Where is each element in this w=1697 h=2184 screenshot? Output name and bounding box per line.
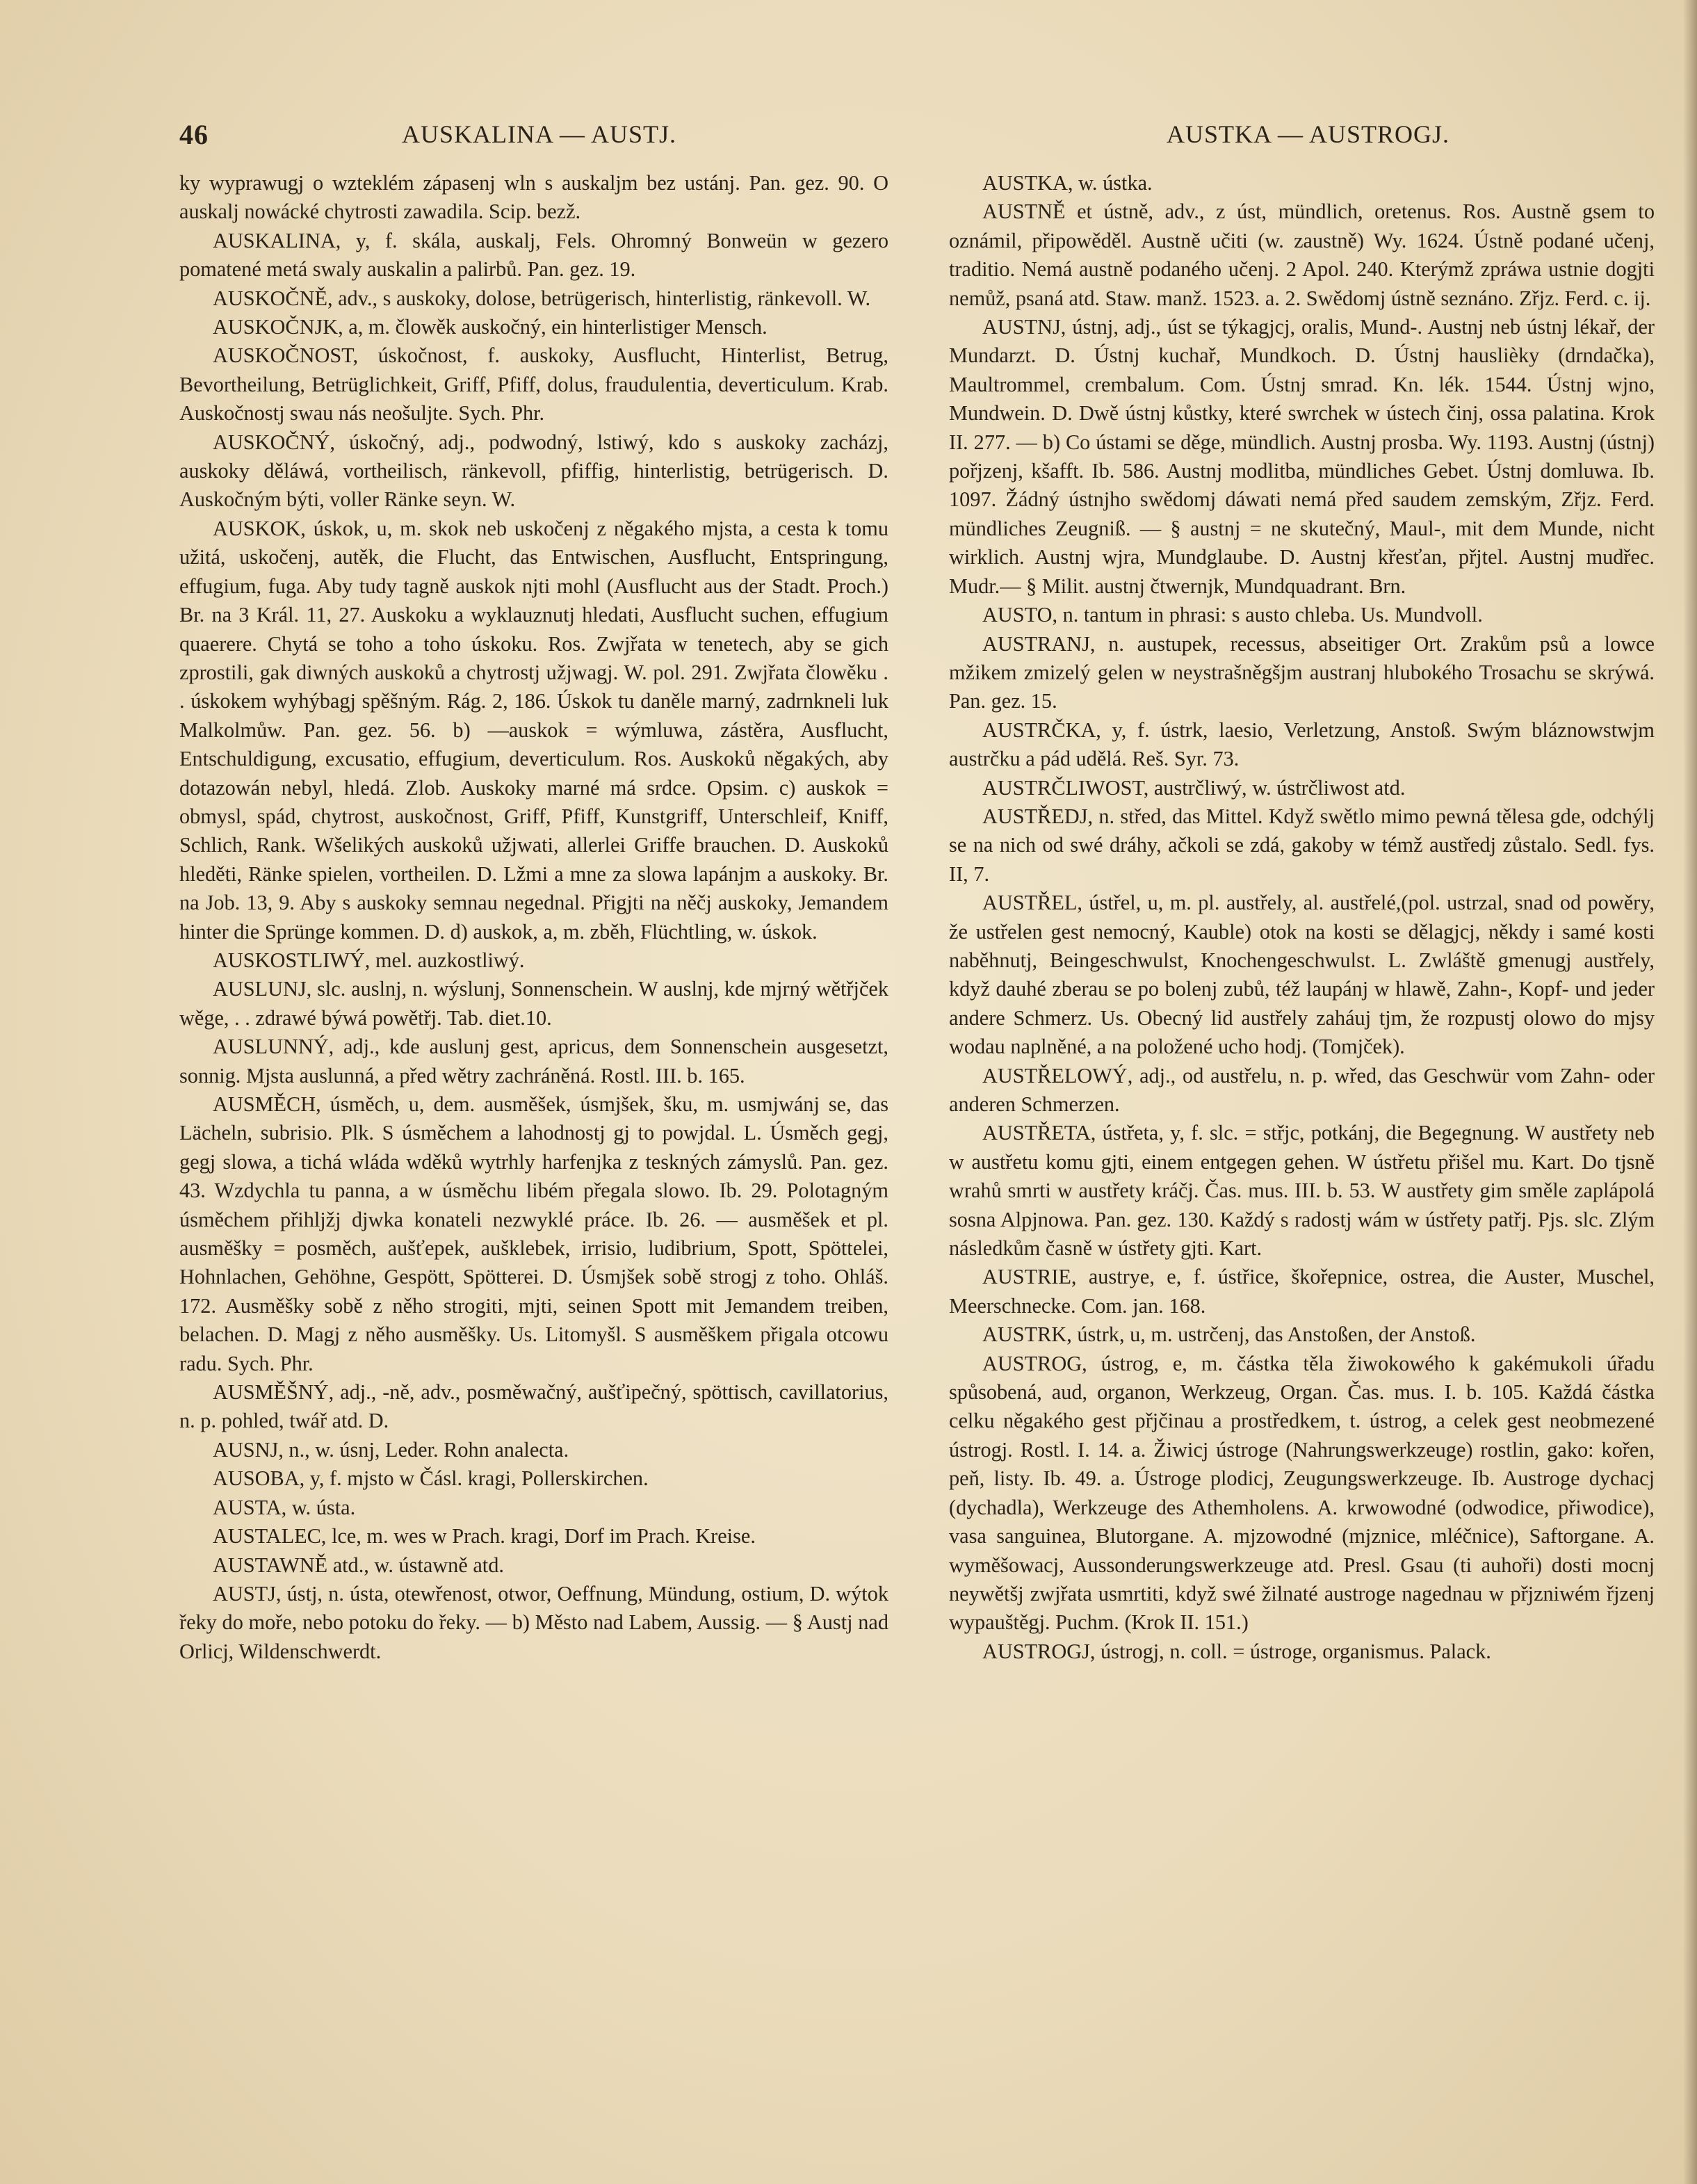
entry-auslunny: AUSLUNNÝ, adj., kde auslunj gest, apricus, dem Sonnenschein ausgesetzt, sonnig. Mjsta auslunná, a před wětry zachráněná. Rostl. III. b. 165. — [179, 1035, 888, 1087]
page-number: 46 — [179, 119, 209, 150]
entry-austrcliwost: AUSTRČLIWOST, austrčliwý, w. ústrčliwost atd. — [982, 775, 1406, 800]
entry-auskok: AUSKOK, úskok, u, m. skok neb uskočenj z něgakého mjsta, a cesta k tomu užitá, uskočenj, autěk, die Flucht, das Entwischen, Ausflucht, Entspringung, effugium, fuga. Aby tudy tagně auskok njti mohl (Ausflucht aus der Stadt. Proch.) Br. na 3 Král. 11, 27. Auskoku a wyklauznutj hledati, Ausflucht suchen, effugium quaerere. Chytá se toho a toho úskoku. Ros. Zwjřata w tenetech, aby se gich zprostili, gak diwných auskoků a chytrostj užjwagj. W. pol. 291. Zwjřata člowěku . . úskokem wyhýbagj spěšným. Rág. 2, 186. Úskok tu daněle marný, zadrnkneli luk Malkolmůw. Pan. gez. 56. b) —auskok = wýmluwa, zástěra, Ausflucht, Entschuldigung, excusatio, effugium, deverticulum. Ros. Auskoků něgakých, aby dotazowán nebyl, hledá. Zlob. Auskoky marné má srdce. Opsim. c) auskok = obmysl, spád, chytrost, auskočnost, Griff, Pfiff, Kunstgriff, Unterschleif, Kniff, Schlich, Rank. Wšelikých auskoků užjwati, allerlei Griffe brauchen. D. Auskoků hleděti, Ränke spielen, vortheilen. D. Lžmi a mne za slowa lapánjm a auskoky. Br. na Job. 13, 9. Aby s auskoky semnau negednal. Přigjti na něčj auskoky, Jemandem hinter die Sprünge kommen. D. d) auskok, a, m. zběh, Flüchtling, w. úskok. — [179, 516, 888, 944]
entry-auslunj: AUSLUNJ, slc. auslnj, n. wýslunj, Sonnenschein. W auslnj, kde mjrný wětřjček wěge, . . zdrawé býwá powětřj. Tab. diet.10. — [179, 977, 888, 1030]
entry-austne: AUSTNĚ et ústně, adv., z úst, mündlich, oretenus. Ros. Austně gsem to oznámil, připowěděl. Austně učiti (w. zaustně) Wy. 1624. Ústně podané učenj, traditio. Nemá austně podaného učenj. 2 Apol. 240. Kterýmž zpráwa ustnie dogjti nemůž, psaná atd. Staw. manž. 1523. a. 2. Swědomj ústně seznáno. Zřjz. Ferd. c. ij. — [949, 200, 1655, 310]
entry-austalec: AUSTALEC, lce, m. wes w Prach. kragi, Dorf im Prach. Kreise. — [213, 1524, 756, 1548]
entry-austo: AUSTO, n. tantum in phrasi: s austo chleba. Us. Mundvoll. — [982, 603, 1483, 627]
entry-austa: AUSTA, w. ústa. — [213, 1495, 356, 1519]
entry-austranj: AUSTRANJ, n. austupek, recessus, abseitiger Ort. Zrakům psů a lowce mžikem zmizelý gelen w neystrašněgšjm austranj hlubokého Trosachu se skrýwá. Pan. gez. 15. — [949, 631, 1655, 713]
entry-austj: AUSTJ, ústj, n. ústa, otewřenost, otwor, Oeffnung, Mündung, ostium, D. wýtok řeky do moře, nebo potoku do řeky. — b) Město nad Labem, Aussig. — § Austj nad Orlicj, Wildenschwerdt. — [179, 1581, 888, 1663]
entry-austrie: AUSTRIE, austrye, e, f. ústřice, škořepnice, ostrea, die Auster, Muschel, Meerschnecke. Com. jan. 168. — [949, 1265, 1655, 1318]
entry-auskalina: AUSKALINA, y, f. skála, auskalj, Fels. Ohromný Bonweün w gezero pomatené metá swaly auskalin a palirbů. Pan. gez. 19. — [179, 228, 888, 282]
page-edge-shadow — [1683, 0, 1697, 2184]
entry-austrogj: AUSTROGJ, ústrogj, n. coll. = ústroge, organismus. Palack. — [982, 1639, 1491, 1663]
entry-austka: AUSTKA, w. ústka. — [982, 171, 1153, 195]
entry-austrk: AUSTRK, ústrk, u, m. ustrčenj, das Anstoßen, der Anstoß. — [982, 1322, 1476, 1347]
left-column — [179, 169, 888, 1666]
page-header — [179, 118, 1662, 160]
left-running-title: AUSKALINA — AUSTJ. — [402, 120, 677, 148]
right-running-title: AUSTKA — AUSTROGJ. — [1167, 120, 1450, 148]
entry-ausmesny: AUSMĚŠNÝ, adj., -ně, adv., posměwačný, aušťipečný, spöttisch, cavillatorius, n. p. pohled, twář atd. D. — [179, 1380, 888, 1433]
entry-auskocnjk: AUSKOČNJK, a, m. člowěk auskočný, ein hinterlistiger Mensch. — [213, 315, 768, 339]
entry-austreta: AUSTŘETA, ústřeta, y, f. slc. = střjc, potkánj, die Begegnung. W austřety neb w austřetu komu gjti, einem entgegen gehen. W ústřetu přišel mu. Kart. Do tjsně wrahů smrti w austřety kráčj. Čas. mus. III. b. 53. W austřety gim směle zaplápolá sosna Alpjnowa. Pan. gez. 130. Každý s radostj wám w ústřety patřj. Pjs. slc. Zlým následkům časně w ústřety gjti. Kart. — [949, 1121, 1655, 1261]
entry-austrcka: AUSTRČKA, y, f. ústrk, laesio, Verletzung, Anstoß. Swým bláznowstwjm austrčku a pád udělá. Reš. Syr. 73. — [949, 718, 1655, 771]
entry-ausmech: AUSMĚCH, úsměch, u, dem. ausměšek, úsmjšek, šku, m. usmjwánj se, das Lächeln, subrisio. Plk. S úsměchem a lahodnostj gj to powjdal. L. Úsměch gegj, gegj slowa, a tichá wláda wděků wytrhly harfenjka z teskných zámyslů. Pan. gez. 43. Wzdychla tu panna, a w úsměchu libém přegala slowo. Ib. 29. Polotagným úsměchem přihljžj djwka konateli nezwyklé práce. Ib. 26. — ausměšek et pl. ausměšky = posměch, aušťepek, aušklebek, irrisio, ludibrium, Spott, Spöttelei, Hohnlachen, Gehöhne, Gespött, Spötterei. D. Úsmjšek sobě strogj z toho. Ohláš. 172. Ausměšky sobě z něho strogiti, mjti, seinen Spott mit Jemandem treiben, belachen. D. Magj z něho ausměšky. Us. Litomyšl. S ausměškem přigala otcowu radu. Sych. Phr. — [179, 1092, 888, 1375]
entry-austredj: AUSTŘEDJ, n. střed, das Mittel. Když swětlo mimo pewná tělesa gde, odchýlj se na nich od swé dráhy, ačkoli se zdá, gakoby w témž austředj zůstalo. Sedl. fys. II, 7. — [949, 804, 1655, 886]
entry-austrog: AUSTROG, ústrog, e, m. částka těla žiwokowého k gakémukoli úřadu spůsobená, aud, organon, Werkzeug, Organ. Čas. mus. I. b. 105. Každá částka celku něgakého gest přjčinau a prostředkem, t. ústrog, a celek gest neobmezené ústrogj. Rostl. I. 14. a. Žiwicj ústroge (Nahrungswerkzeuge) rostlin, gako: kořen, peň, listy. Ib. 49. a. Ústroge plodicj, Zeugungswerkzeuge. Ib. Austroge dychacj (dychadla), Werkzeuge des Athemholens. A. krwowodné (odwodice, přiwodice), vasa sanguinea, Blutorgane. A. mjzowodné (mjznice, mléčnice), Saftorgane. A. wyměšowacj, Aussonderungswerkzeuge atd. Presl. Gsau (ti auhoři) dosti mocnj neywětšj zwjřata usmrtiti, když swé žilnaté austroge nagednau w přjzniwém řjzenj wypauštěgj. Puchm. (Krok II. 151.) — [949, 1351, 1655, 1635]
entry-austrelowy: AUSTŘELOWÝ, adj., od austřelu, n. p. wřed, das Geschwür vom Zahn- oder anderen Schmerzen. — [949, 1063, 1655, 1116]
entry-austnj: AUSTNJ, ústnj, adj., úst se týkagjcj, oralis, Mund-. Austnj neb ústnj lékař, der Mundarzt. D. Ústnj kuchař, Mundkoch. D. Ústnj hauslièky (drndačka), Maultrommel, crembalum. Com. Ústnj smrad. Kn. lék. 1544. Ústnj wjno, Mundwein. D. Dwě ústnj kůstky, které swrchek w ústech činj, ossa palatina. Krok II. 277. — b) Co ústami se děge, mündlich. Austnj prosba. Wy. 1193. Austnj (ústnj) pořjzenj, kšafft. Ib. 586. Austnj modlitba, mündliches Gebet. Ústnj domluwa. Ib. 1097. Žádný ústnjho swědomj dáwati nemá před saudem zemským, Zřjz. Ferd. mündliches Zeugniß. — § austnj = ne skutečný, Maul-, mit dem Munde, nicht wirklich. Austnj wjra, Mundglaube. D. Austnj křesťan, přjtel. Austnj mudřec. Mudr.— § Milit. austnj čtwernjk, Mundquadrant. Brn. — [949, 315, 1655, 598]
right-column — [949, 169, 1655, 1666]
entry-ausoba: AUSOBA, y, f. mjsto w Čásl. kragi, Pollerskirchen. — [213, 1466, 649, 1491]
entry-auskostliwy: AUSKOSTLIWÝ, mel. auzkostliwý. — [213, 948, 525, 972]
entry-auskocnost: AUSKOČNOST, úskočnost, f. auskoky, Ausflucht, Hinterlist, Betrug, Bevortheilung, Betrüglichkeit, Griff, Pfiff, dolus, fraudulentia, deverticulum. Krab. Auskočnostj swau nás neošuljte. Sych. Phr. — [179, 343, 888, 426]
entry-auskocne: AUSKOČNĚ, adv., s auskoky, dolose, betrügerisch, hinterlistig, ränkevoll. W. — [213, 286, 871, 310]
entry-austrel: AUSTŘEL, ústřel, u, m. pl. austřely, al. austřelé,(pol. ustrzal, snad od powěry, že ustřelen gest nemocný, Kauble) otok na kosti se dělagjcj, někdy i samé kosti naběhnutj, Beingeschwulst, Knochengeschwulst. L. Zwláště gmenugj austřely, když dauhé zberau se po bolenj zubů, též laupánj w hlawě, Zahn-, Kopf- und jeder andere Schmerz. Us. Obecný lid austřely zaháuj tjm, že rozpustj olowo do mjsy wodau naplněné, a na položené ucho hodj. (Tomjček). — [949, 891, 1655, 1059]
entry-auskocny: AUSKOČNÝ, úskočný, adj., podwodný, lstiwý, kdo s auskoky zacházj, auskoky děláwá, vortheilisch, ränkevoll, pfiffig, hinterlistig, betrügerisch. D. Auskočným býti, voller Ränke seyn. W. — [179, 430, 888, 512]
entry-austawne: AUSTAWNĚ atd., w. ústawně atd. — [213, 1553, 504, 1577]
entry-paragraph: ky wyprawugj o wzteklém zápasenj wln s auskaljm bez ustánj. Pan. gez. 90. O auskalj nowácké chytrosti zawadila. Scip. bezž. — [179, 171, 888, 224]
entry-ausnj: AUSNJ, n., w. úsnj, Leder. Rohn analecta. — [213, 1437, 569, 1462]
